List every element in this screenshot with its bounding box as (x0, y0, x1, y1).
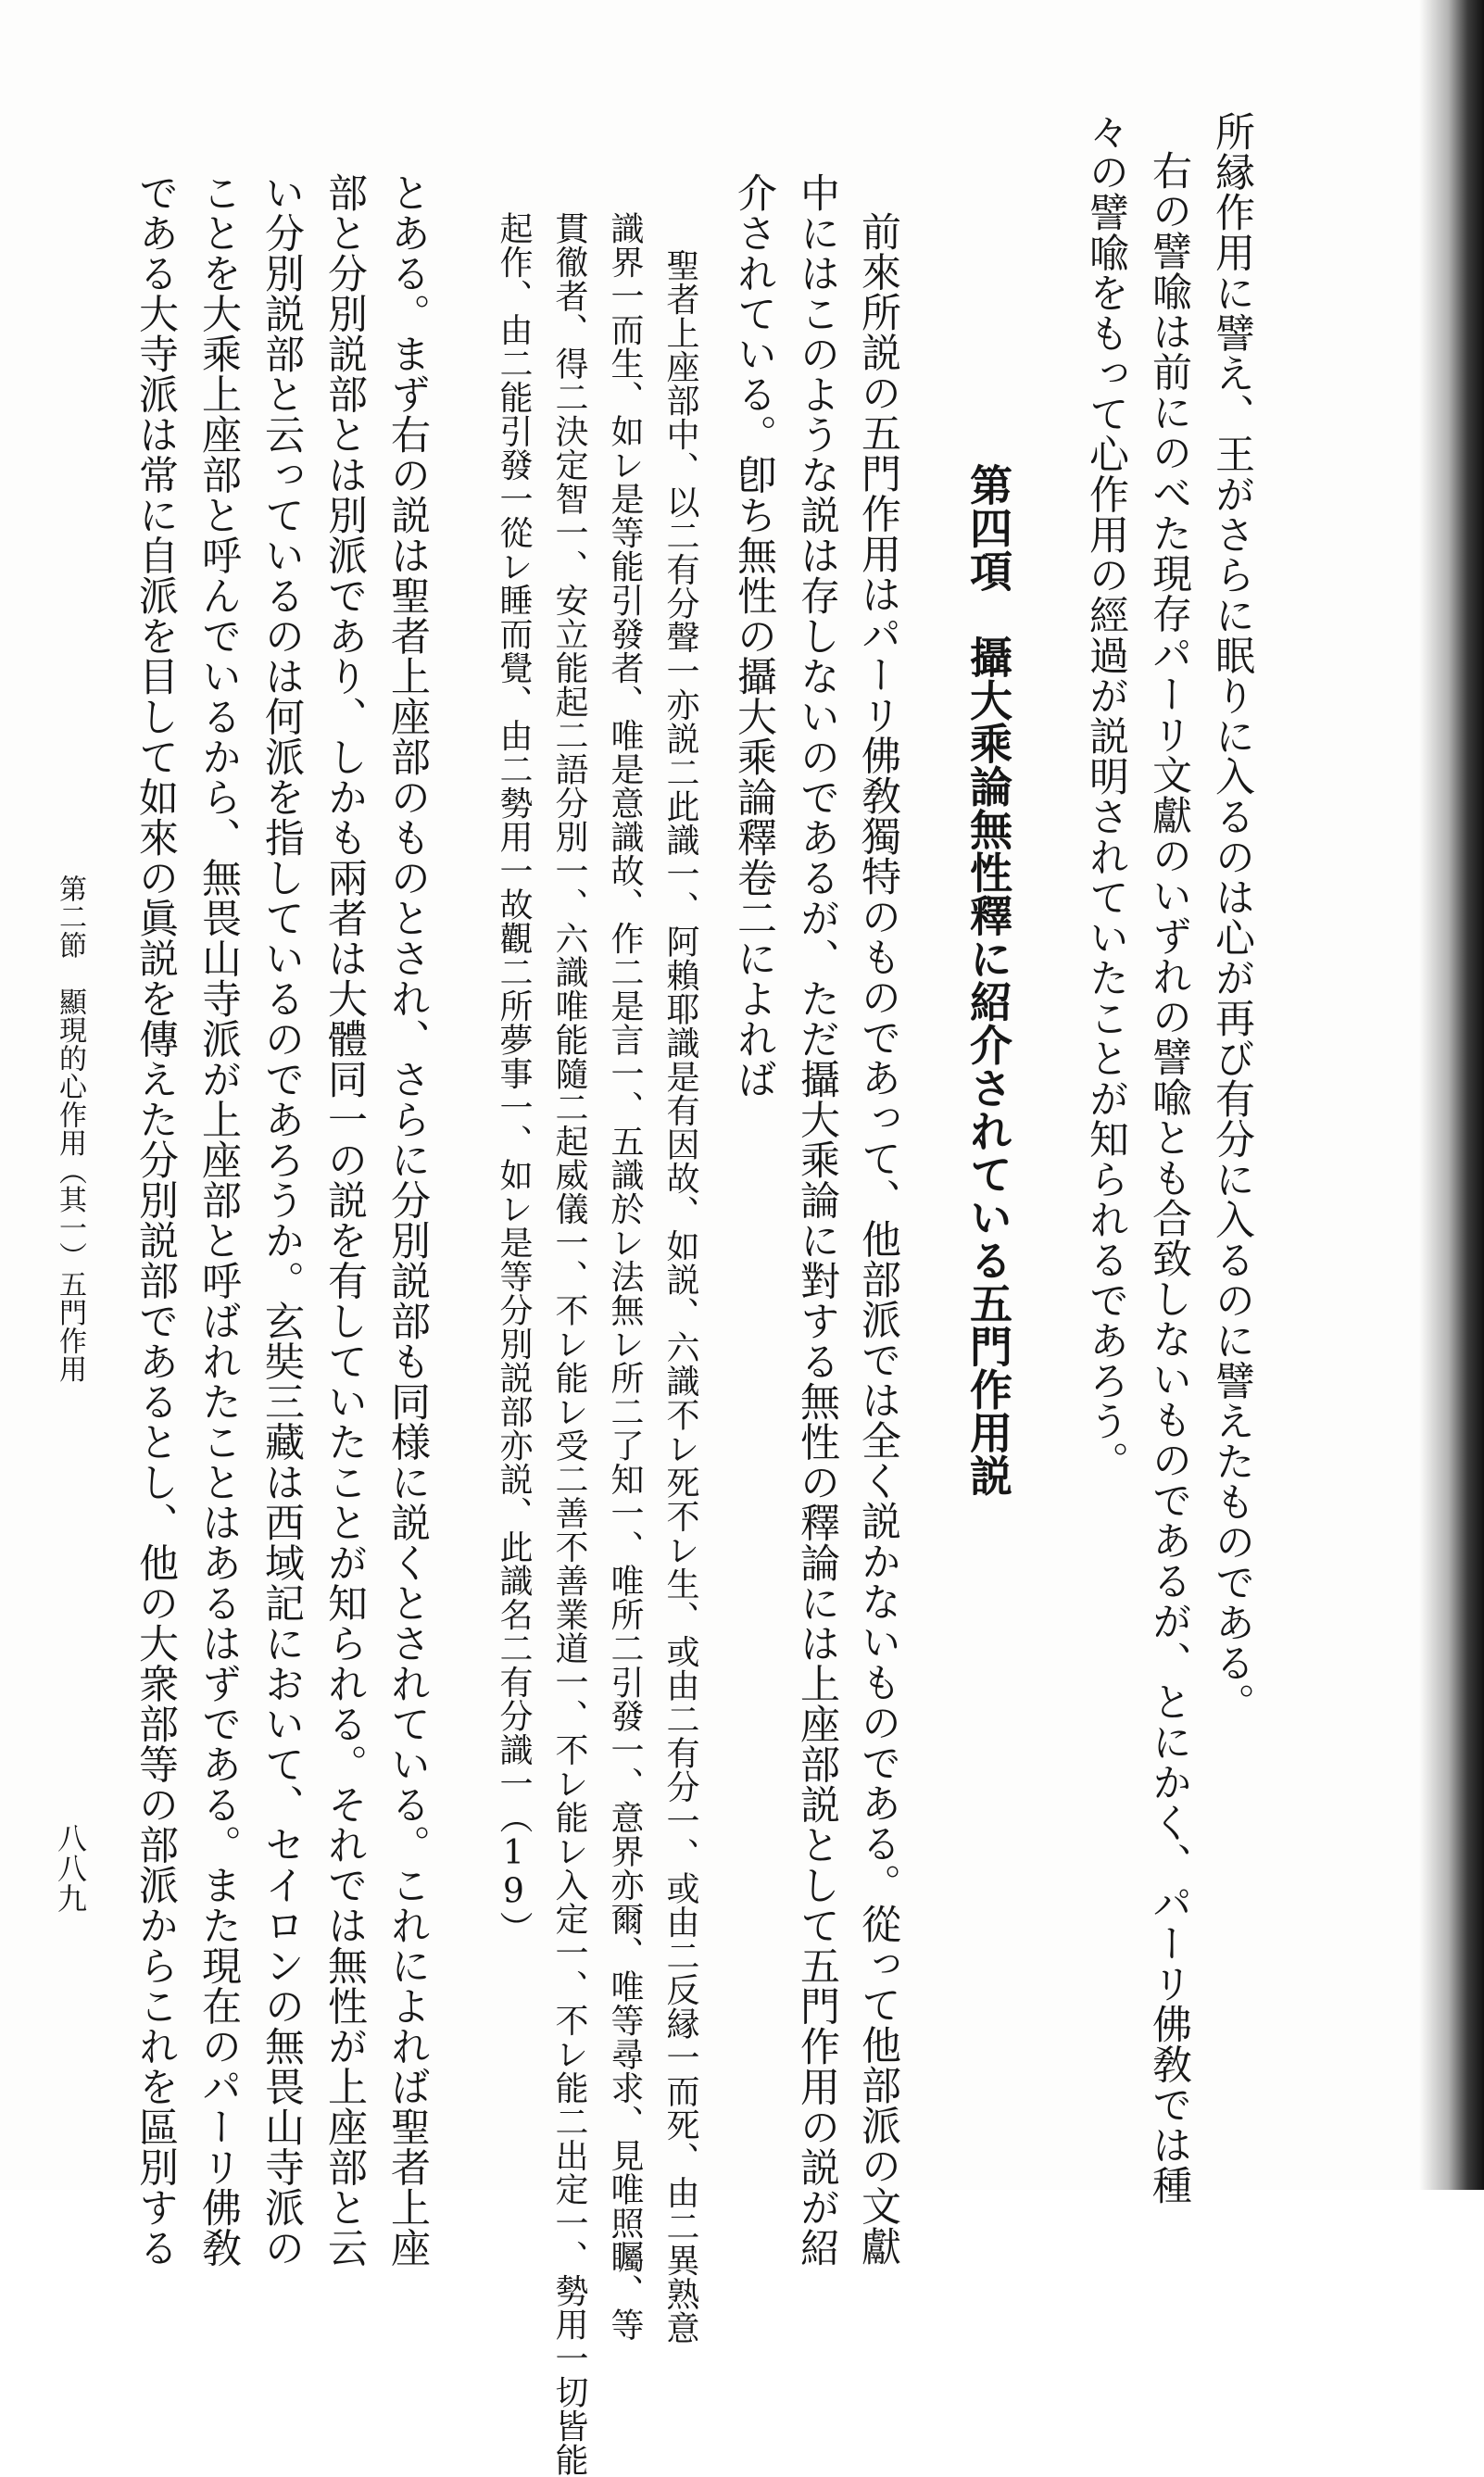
binding-shadow (1419, 0, 1484, 2190)
running-section-title: 第二節 顯現的心作用（其一）五門作用 (54, 874, 86, 1383)
paragraph-3-line-3: 介されている。卽ち無性の攝大乘論釋卷二によれば (731, 172, 777, 1100)
quotation-line-4: 起作、由二能引發一從レ睡而覺、由二勢用一故觀二所夢事一、如レ是等分別説部亦説、此識名二有分識一（19） (495, 211, 533, 1945)
quotation-line-2: 識界一而生、如レ是等能引發者、唯是意識故、作二是言一、五識於レ法無レ所二了知一、唯所二引發一、意界亦爾、唯等尋求、見唯照矚、等 (606, 211, 644, 2342)
quotation-line-1: 聖者上座部中、以二有分聲一亦説二此識一、阿賴耶識是有因故、如説、六識不レ死不レ生、或由二有分一、或由二反縁一而死、由二異熟意 (661, 248, 699, 2345)
paragraph-2-line-1: 右の譬喩は前にのべた現存パーリ文獻のいずれの譬喩とも合致しないものであるが、とにかく、パーリ佛敎では種 (1146, 150, 1192, 2206)
paragraph-4-line-1: とある。まず右の説は聖者上座部のものとされ、さらに分別説部も同様に説くとされている。これによれば聖者上座 (384, 172, 431, 2268)
paragraph-4-line-2: 部と分別説部とは別派であり、しかも兩者は大體同一の説を有していたことが知られる。それでは無性が上座部と云 (321, 172, 368, 2268)
paragraph-4-line-4: ことを大乘上座部と呼んでいるから、無畏山寺派が上座部と呼ばれたことはあるはずである。また現在のパーリ佛敎 (195, 172, 242, 2268)
paragraph-3-line-2: 中にはこのような説は存しないのであるが、ただ攝大乘論に對する無性の釋論には上座部説として五門作用の説が紹 (794, 172, 840, 2268)
paragraph-4-line-5: である大寺派は常に自派を目して如來の眞説を傳えた分別説部であるとし、他の大衆部等の部派からこれを區別する (132, 172, 179, 2268)
paragraph-4-line-3: い分別説部と云っているのは何派を指しているのであろうか。玄奘三藏は西域記において、セイロンの無畏山寺派の (258, 172, 305, 2268)
page-number: 八八九 (53, 1823, 88, 1914)
section-heading: 第四項 攝大乘論無性釋に紹介されている五門作用説 (963, 463, 1013, 1497)
paragraph-1-line-1: 所縁作用に譬え、王がさらに眠りに入るのは心が再び有分に入るのに譬えたものである。 (1209, 111, 1255, 1723)
paragraph-3-line-1: 前來所説の五門作用はパーリ佛敎獨特のものであって、他部派では全く説かないものである。從って他部派の文獻 (855, 211, 901, 2267)
paragraph-2-line-2: 々の譬喩をもって心作用の經過が説明されていたことが知られるであろう。 (1083, 111, 1129, 1481)
quotation-line-3: 貫徹者、得二決定智一、安立能起二語分別一、六識唯能隨二起威儀一、不レ能レ受二善不善業道一、不レ能レ入定一、不レ能二出定一、勢用一切皆能 (550, 211, 588, 2477)
